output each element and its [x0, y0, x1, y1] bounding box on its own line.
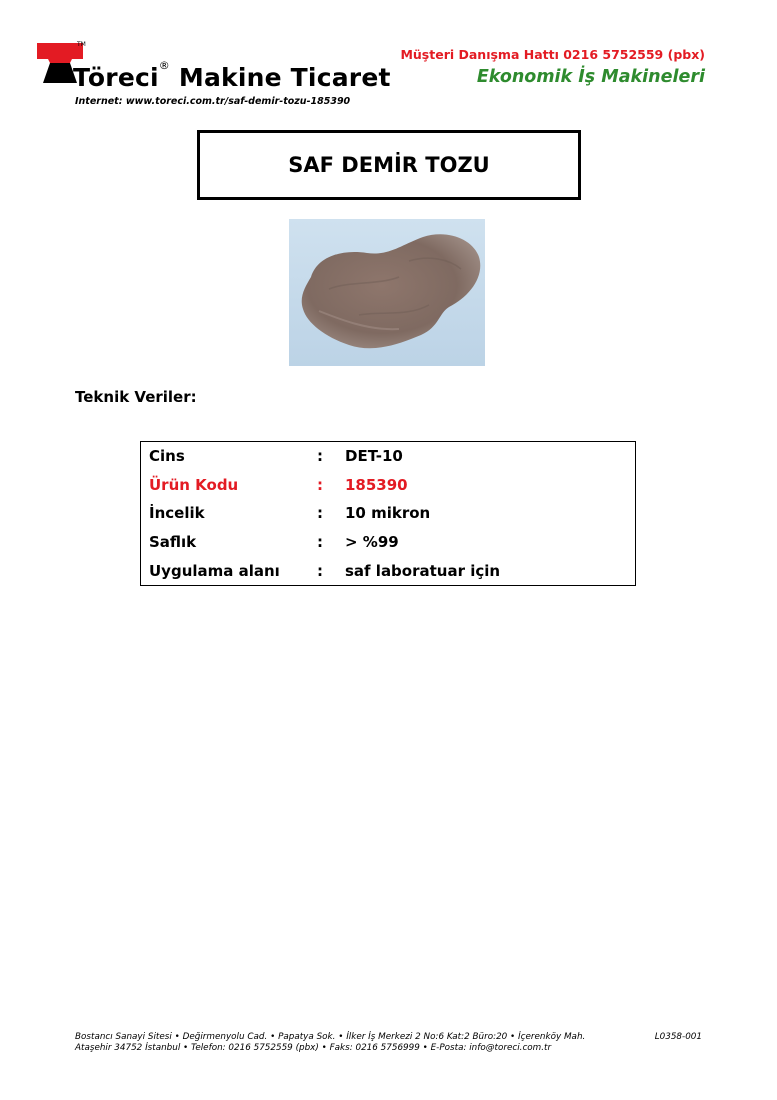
spec-value: 185390 [345, 475, 408, 494]
footer-line-1: Bostancı Sanayi Sitesi • Değirmenyolu Cad. • Papatya Sok. • İlker İş Merkezi 2 No:6 Kat:2 Büro:20 • İçerenköy Mah. [75, 1032, 586, 1042]
company-slogan: Ekonomik İş Makineleri [476, 67, 705, 87]
spec-label: Cins [149, 447, 185, 466]
spec-value: DET-10 [345, 447, 403, 466]
company-brand: Töreci [73, 63, 159, 92]
footer-address [75, 1032, 585, 1054]
spec-label: İncelik [149, 504, 205, 523]
technical-data-heading: Teknik Veriler: [75, 388, 197, 406]
spec-value: saf laboratuar için [345, 561, 501, 580]
spec-separator: : [317, 533, 323, 552]
spec-table [140, 441, 636, 586]
spec-separator: : [317, 475, 323, 494]
product-photo [289, 219, 485, 366]
spec-row-type [141, 442, 636, 471]
spec-row-application [141, 556, 636, 585]
spec-row-purity [141, 528, 636, 557]
spec-value: > %99 [345, 533, 399, 552]
spec-separator: : [317, 504, 323, 523]
spec-label: Ürün Kodu [149, 475, 239, 494]
spec-label: Saflık [149, 533, 197, 552]
title-box [197, 130, 581, 200]
spec-separator: : [317, 447, 323, 466]
trademark-symbol: TM [77, 41, 86, 48]
spec-row-fineness [141, 499, 636, 528]
customer-hotline: Müşteri Danışma Hattı 0216 5752559 (pbx) [400, 47, 705, 62]
company-suffix: Makine Ticaret [178, 63, 391, 92]
registered-mark: ® [158, 59, 170, 72]
spec-row-product-code [141, 471, 636, 500]
company-name [73, 59, 391, 92]
document-code: L0358-001 [654, 1032, 702, 1042]
product-title: SAF DEMİR TOZU [288, 153, 490, 177]
footer-line-2: Ataşehir 34752 İstanbul • Telefon: 0216 5752559 (pbx) • Faks: 0216 5756999 • E-Posta: info@toreci.com.tr [75, 1043, 552, 1053]
spec-value: 10 mikron [345, 504, 431, 523]
spec-label: Uygulama alanı [149, 561, 280, 580]
internet-url[interactable]: Internet: www.toreci.com.tr/saf-demir-tozu-185390 [75, 96, 351, 107]
spec-separator: : [317, 561, 323, 580]
